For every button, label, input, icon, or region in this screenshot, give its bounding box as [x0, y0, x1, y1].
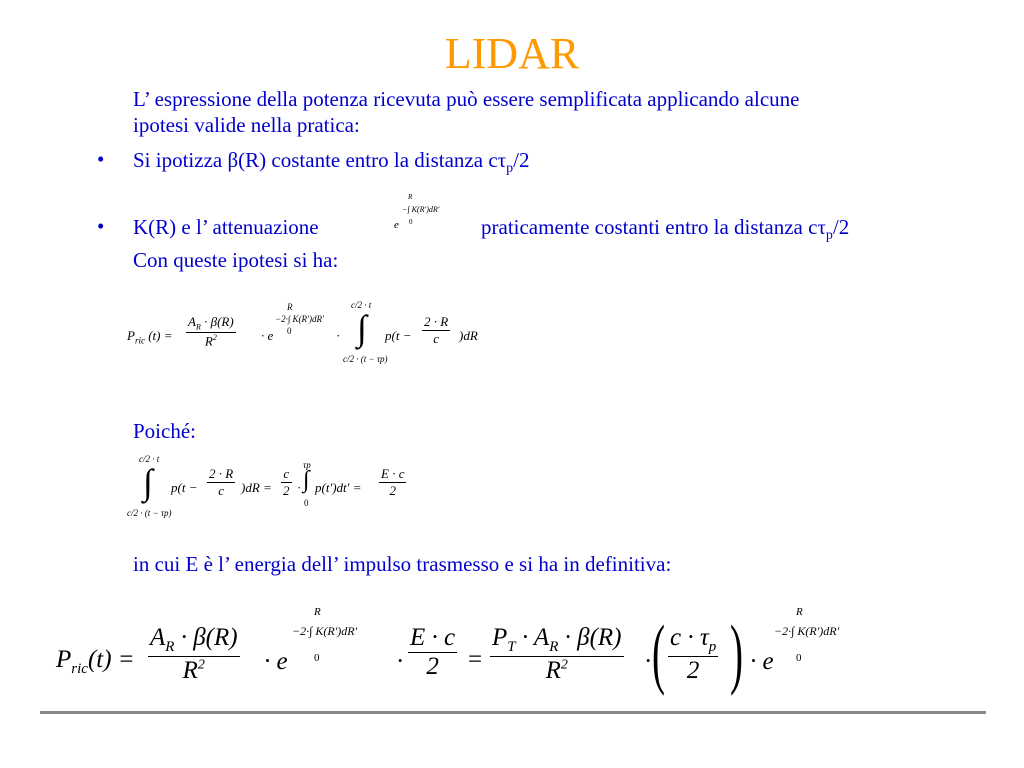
- bullet-marker: •: [97, 214, 105, 238]
- tau-symbol: τ: [497, 148, 507, 172]
- bullet-2-mid: praticamente costanti entro la distanza c: [481, 215, 818, 239]
- bullet-1-post: /2: [513, 148, 530, 172]
- hypotheses-text: Con queste ipotesi si ha:: [133, 248, 339, 272]
- tau-subscript: p: [825, 228, 833, 244]
- footer-divider: [40, 711, 986, 714]
- tau-symbol: τ: [817, 215, 826, 239]
- since-text: Poiché:: [133, 419, 196, 443]
- slide-title: LIDAR: [444, 29, 580, 78]
- intro-line-1: L’ espressione della potenza ricevuta può essere semplificata applicando alcune: [133, 87, 800, 111]
- tau-subscript: p: [506, 161, 514, 177]
- bullet-1-mid: (R) costante entro la distanza c: [238, 148, 498, 172]
- bullet-1-pre: Si ipotizza: [133, 148, 228, 172]
- equation-3: $P_{ric}(t)$ = $\frac{A_R \cdot \beta(R)}{R^2}$ · e −2·∫ K(R')dR' R 0 · $\frac{E \cdot c}{2}$ = $\frac{P_T \cdot A_R \cdot \beta(R)}{R^2}$ · ( $\frac{c \cdot \tau_p}{2}$ ) · e −2·∫ K(R')dR' R 0: [56, 606, 840, 696]
- bullet-1-text: [133, 147, 529, 182]
- bullet-marker: •: [97, 147, 105, 171]
- equation-2: c/2 · t ∫ c/2 · (t − τp) p(t − $\frac{2 \cdot R}{c}$ )dR = $\frac{c}{2}$ · τp ∫ 0 p(t')dt' = $\frac{E \cdot c}{2}$: [127, 454, 405, 518]
- bullet-2-pre: K(R) e l’ attenuazione: [133, 215, 319, 239]
- equation-1: $P_{ric}$ (t) = $\frac{A_R \cdot \beta(R)}{R^2}$ · e −2·∫ K(R')dR' R 0 · c/2 · t ∫ c/2 · (t − τp) p(t − $\frac{2 \cdot R}{c}$ )dR: [127, 300, 478, 364]
- beta-symbol: β: [227, 148, 239, 172]
- attenuation-formula: e −∫ K(R')dR' R 0: [394, 193, 440, 231]
- bullet-2-post: /2: [832, 215, 850, 239]
- bullet-2-text: [481, 214, 849, 249]
- intro-line-2: ipotesi valide nella pratica:: [133, 113, 360, 137]
- energy-text: in cui E è l’ energia dell’ impulso trasmesso e si ha in definitiva:: [133, 552, 672, 576]
